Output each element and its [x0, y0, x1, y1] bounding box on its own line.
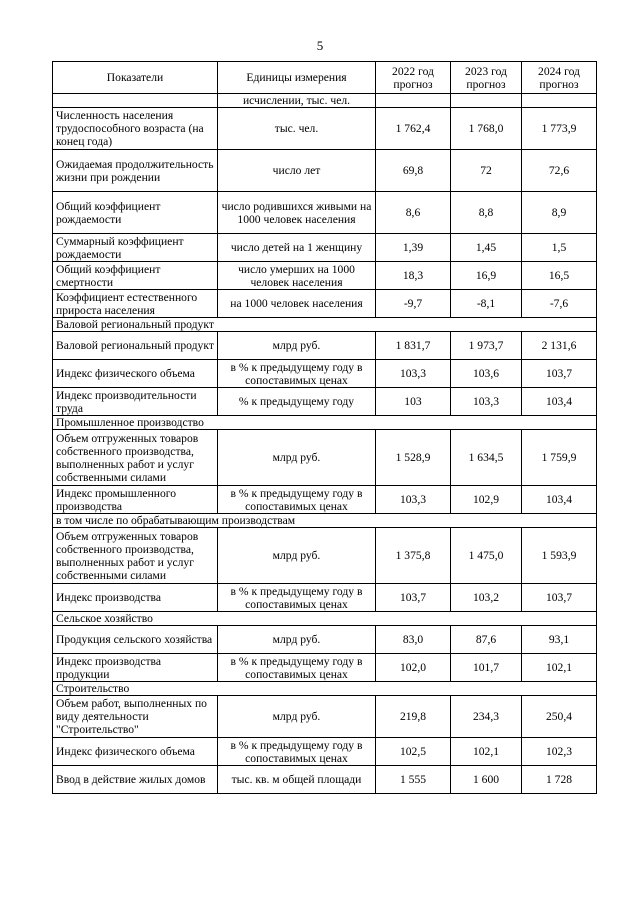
- value-2024-cell: [522, 94, 597, 108]
- value-2023-cell: [451, 94, 522, 108]
- value-2022-cell: 103,7: [376, 584, 451, 612]
- value-2022-cell: 1 555: [376, 766, 451, 794]
- value-2023-cell: 8,8: [451, 192, 522, 234]
- unit-cell: на 1000 человек населения: [218, 290, 376, 318]
- table-row: [53, 262, 597, 290]
- value-2024-cell: 8,9: [522, 192, 597, 234]
- value-2024-cell: 93,1: [522, 626, 597, 654]
- indicator-cell: Индекс физического объема: [53, 360, 218, 388]
- table-row: [53, 430, 597, 486]
- value-2024-cell: 2 131,6: [522, 332, 597, 360]
- value-2023-cell: 72: [451, 150, 522, 192]
- value-2024-cell: 72,6: [522, 150, 597, 192]
- value-2022-cell: 1 375,8: [376, 528, 451, 584]
- table-row: [53, 626, 597, 654]
- value-2023-cell: 1 768,0: [451, 108, 522, 150]
- value-2022-cell: 18,3: [376, 262, 451, 290]
- value-2024-cell: 1 593,9: [522, 528, 597, 584]
- indicator-cell: [53, 94, 218, 108]
- unit-cell: в % к предыдущему году в сопоставимых ценах: [218, 584, 376, 612]
- section-title: Валовой региональный продукт: [53, 318, 597, 332]
- section-title: Промышленное производство: [53, 416, 597, 430]
- table-row: [53, 234, 597, 262]
- unit-cell: число умерших на 1000 человек населения: [218, 262, 376, 290]
- value-2023-cell: 102,1: [451, 738, 522, 766]
- value-2022-cell: 1,39: [376, 234, 451, 262]
- unit-cell: млрд руб.: [218, 528, 376, 584]
- table-row: [53, 360, 597, 388]
- value-2024-cell: -7,6: [522, 290, 597, 318]
- indicator-cell: Общий коэффициент смертности: [53, 262, 218, 290]
- value-2022-cell: 103,3: [376, 360, 451, 388]
- table-row: [53, 290, 597, 318]
- section-title: Строительство: [53, 682, 597, 696]
- value-2024-cell: 16,5: [522, 262, 597, 290]
- value-2023-cell: 102,9: [451, 486, 522, 514]
- header-indicator: Показатели: [53, 62, 218, 94]
- header-2024: 2024 год прогноз: [522, 62, 597, 94]
- header-2022: 2022 год прогноз: [376, 62, 451, 94]
- unit-cell: число детей на 1 женщину: [218, 234, 376, 262]
- section-title: в том числе по обрабатывающим производствам: [53, 514, 597, 528]
- table-row: [53, 766, 597, 794]
- value-2023-cell: -8,1: [451, 290, 522, 318]
- page-number: 5: [316, 38, 324, 53]
- forecast-table: [52, 61, 597, 794]
- indicator-cell: Коэффициент естественного прироста населения: [53, 290, 218, 318]
- value-2024-cell: 102,1: [522, 654, 597, 682]
- value-2024-cell: 103,7: [522, 360, 597, 388]
- value-2023-cell: 87,6: [451, 626, 522, 654]
- value-2022-cell: 1 528,9: [376, 430, 451, 486]
- section-row: [53, 612, 597, 626]
- unit-cell: число лет: [218, 150, 376, 192]
- unit-cell: % к предыдущему году: [218, 388, 376, 416]
- section-row: [53, 416, 597, 430]
- value-2023-cell: 1 600: [451, 766, 522, 794]
- indicator-cell: Индекс производства: [53, 584, 218, 612]
- value-2023-cell: 103,2: [451, 584, 522, 612]
- value-2023-cell: 103,3: [451, 388, 522, 416]
- indicator-cell: Суммарный коэффициент рождаемости: [53, 234, 218, 262]
- indicator-cell: Общий коэффициент рождаемости: [53, 192, 218, 234]
- value-2023-cell: 1,45: [451, 234, 522, 262]
- value-2024-cell: 250,4: [522, 696, 597, 738]
- header-2023: 2023 год прогноз: [451, 62, 522, 94]
- indicator-cell: Индекс промышленного производства: [53, 486, 218, 514]
- header-unit: Единицы измерения: [218, 62, 376, 94]
- unit-cell: млрд руб.: [218, 626, 376, 654]
- unit-cell: тыс. кв. м общей площади: [218, 766, 376, 794]
- indicator-cell: Объем отгруженных товаров собственного производства, выполненных работ и услуг собственными силами: [53, 528, 218, 584]
- value-2022-cell: -9,7: [376, 290, 451, 318]
- value-2023-cell: 103,6: [451, 360, 522, 388]
- value-2023-cell: 1 973,7: [451, 332, 522, 360]
- table-row: [53, 94, 597, 108]
- value-2022-cell: 219,8: [376, 696, 451, 738]
- table-row: [53, 332, 597, 360]
- value-2023-cell: 1 634,5: [451, 430, 522, 486]
- unit-cell: в % к предыдущему году в сопоставимых ценах: [218, 360, 376, 388]
- indicator-cell: Ожидаемая продолжительность жизни при рождении: [53, 150, 218, 192]
- unit-cell: млрд руб.: [218, 696, 376, 738]
- section-title: Сельское хозяйство: [53, 612, 597, 626]
- section-row: [53, 514, 597, 528]
- value-2024-cell: 103,7: [522, 584, 597, 612]
- value-2024-cell: 103,4: [522, 486, 597, 514]
- unit-cell: в % к предыдущему году в сопоставимых ценах: [218, 738, 376, 766]
- value-2022-cell: [376, 94, 451, 108]
- table-body: [53, 62, 597, 794]
- indicator-cell: Продукция сельского хозяйства: [53, 626, 218, 654]
- value-2022-cell: 1 831,7: [376, 332, 451, 360]
- value-2023-cell: 1 475,0: [451, 528, 522, 584]
- value-2024-cell: 103,4: [522, 388, 597, 416]
- indicator-cell: Индекс производства продукции: [53, 654, 218, 682]
- value-2022-cell: 8,6: [376, 192, 451, 234]
- indicator-cell: Ввод в действие жилых домов: [53, 766, 218, 794]
- value-2022-cell: 103,3: [376, 486, 451, 514]
- indicator-cell: Валовой региональный продукт: [53, 332, 218, 360]
- table-row: [53, 654, 597, 682]
- table-row: [53, 150, 597, 192]
- table-row: [53, 388, 597, 416]
- table-row: [53, 108, 597, 150]
- unit-cell: в % к предыдущему году в сопоставимых ценах: [218, 486, 376, 514]
- unit-cell: млрд руб.: [218, 430, 376, 486]
- value-2024-cell: 1 728: [522, 766, 597, 794]
- table-row: [53, 192, 597, 234]
- unit-cell: в % к предыдущему году в сопоставимых ценах: [218, 654, 376, 682]
- indicator-cell: Объем отгруженных товаров собственного производства, выполненных работ и услуг собственными силами: [53, 430, 218, 486]
- table-row: [53, 584, 597, 612]
- table-row: [53, 738, 597, 766]
- indicator-cell: Индекс физического объема: [53, 738, 218, 766]
- section-row: [53, 682, 597, 696]
- value-2023-cell: 16,9: [451, 262, 522, 290]
- indicator-cell: Объем работ, выполненных по виду деятельности "Строительство": [53, 696, 218, 738]
- indicator-cell: Индекс производительности труда: [53, 388, 218, 416]
- value-2024-cell: 1 773,9: [522, 108, 597, 150]
- unit-cell: исчислении, тыс. чел.: [218, 94, 376, 108]
- header-row: [53, 62, 597, 94]
- value-2022-cell: 1 762,4: [376, 108, 451, 150]
- value-2023-cell: 101,7: [451, 654, 522, 682]
- value-2022-cell: 103: [376, 388, 451, 416]
- indicator-cell: Численность населения трудоспособного возраста (на конец года): [53, 108, 218, 150]
- unit-cell: число родившихся живыми на 1000 человек населения: [218, 192, 376, 234]
- unit-cell: млрд руб.: [218, 332, 376, 360]
- value-2022-cell: 69,8: [376, 150, 451, 192]
- section-row: [53, 318, 597, 332]
- value-2022-cell: 83,0: [376, 626, 451, 654]
- unit-cell: тыс. чел.: [218, 108, 376, 150]
- value-2024-cell: 1 759,9: [522, 430, 597, 486]
- table-row: [53, 486, 597, 514]
- value-2022-cell: 102,5: [376, 738, 451, 766]
- value-2023-cell: 234,3: [451, 696, 522, 738]
- value-2022-cell: 102,0: [376, 654, 451, 682]
- value-2024-cell: 102,3: [522, 738, 597, 766]
- table-row: [53, 696, 597, 738]
- value-2024-cell: 1,5: [522, 234, 597, 262]
- table-row: [53, 528, 597, 584]
